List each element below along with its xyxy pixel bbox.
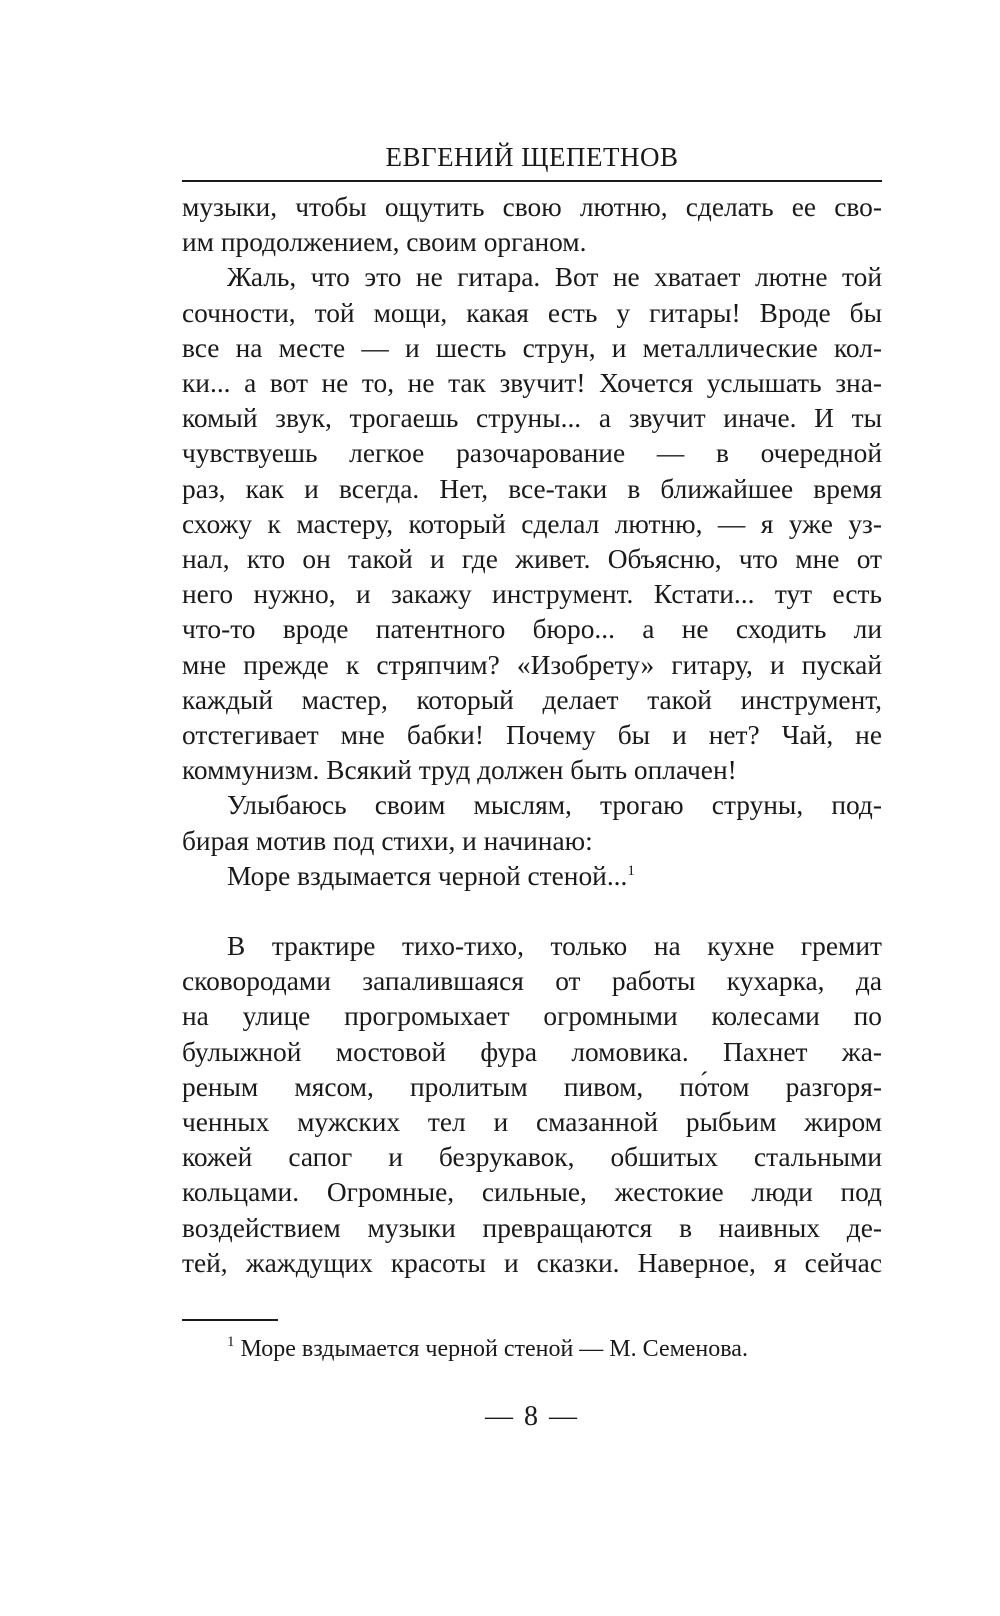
text-line: отстегивает мне бабки! Почему бы и нет? Чай, не [182,720,882,751]
text-line: сковородами запалившаяся от работы кухарка, да [182,966,882,997]
text-line: Жаль, что это не гитара. Вот не хватает лютне той [227,262,882,293]
text-line: него нужно, и закажу инструмент. Кстати... тут есть [182,579,882,610]
paragraph-2 [182,260,882,788]
text-line: В трактире тихо-тихо, только на кухне гремит [227,931,882,962]
text-line: тей, жаждущих красоты и сказки. Наверное, я сейчас [182,1247,882,1278]
header-rule [182,180,882,182]
text-line: булыжной мостовой фура ломовика. Пахнет жа- [182,1036,882,1067]
text-line: раз, как и всегда. Нет, все-таки в ближайшее время [182,473,882,504]
text-line: мне прежде к стряпчим? «Изобрету» гитару, и пускай [182,649,882,680]
text-line: воздействием музыки превращаются в наивных де- [182,1212,882,1243]
text-line: чувствуешь легкое разочарование — в очередной [182,438,882,469]
footnote [182,1333,882,1365]
paragraph-3 [182,788,882,858]
main-text [182,190,882,1281]
text-line: реным мясом, пролитым пивом, по́том разгоря- [182,1071,882,1102]
section-break [182,894,882,929]
text-line: кольцами. Огромные, сильные, жестокие люди под [182,1177,882,1208]
text-line: ки... а вот не то, не так звучит! Хочется услышать зна- [182,368,882,399]
text-line: на улице прогромыхает огромными колесами по [182,1001,882,1032]
text-line: сочности, той мощи, какая есть у гитары! Вроде бы [182,297,882,328]
text-line: каждый мастер, который делает такой инструмент, [182,684,882,715]
text-line: что-то вроде патентного бюро... а не сходить ли [182,614,882,645]
text-line: ченных мужских тел и смазанной рыбьим жиром [182,1107,882,1138]
footnote-number: 1 [227,1334,235,1351]
book-page [182,140,882,1433]
page-number: — 8 — [485,1401,579,1433]
text-line: схожу к мастеру, который сделал лютню, — я уже уз- [182,508,882,539]
text-line: музыки, чтобы ощутить свою лютню, сделать ее сво- [182,192,882,222]
text-line: Улыбаюсь своим мыслям, трогаю струны, под- [227,790,882,821]
verse-text: Море вздымается черной стеной... [227,860,628,891]
text-line: кожей сапог и безрукавок, обшитых стальными [182,1142,882,1173]
text-line: бирая мотив под стихи, и начинаю: [182,825,593,856]
footnote-reference[interactable]: 1 [627,862,635,879]
verse-line [182,859,882,894]
text-line: все на месте — и шесть струн, и металлические кол- [182,332,882,363]
text-line: коммунизм. Всякий труд должен быть оплачен! [182,755,737,786]
paragraph-4 [182,929,882,1281]
running-head: ЕВГЕНИЙ ЩЕПЕТНОВ [385,142,679,172]
text-line: им продолжением, своим органом. [182,227,587,258]
footnote-rule [182,1319,278,1321]
footnote-text: Море вздымается черной стеной — М. Семенова. [240,1336,748,1363]
paragraph-1 [182,190,882,260]
text-line: комый звук, трогаешь струны... а звучит иначе. И ты [182,403,882,434]
text-line: нал, кто он такой и где живет. Объясню, что мне от [182,544,882,575]
